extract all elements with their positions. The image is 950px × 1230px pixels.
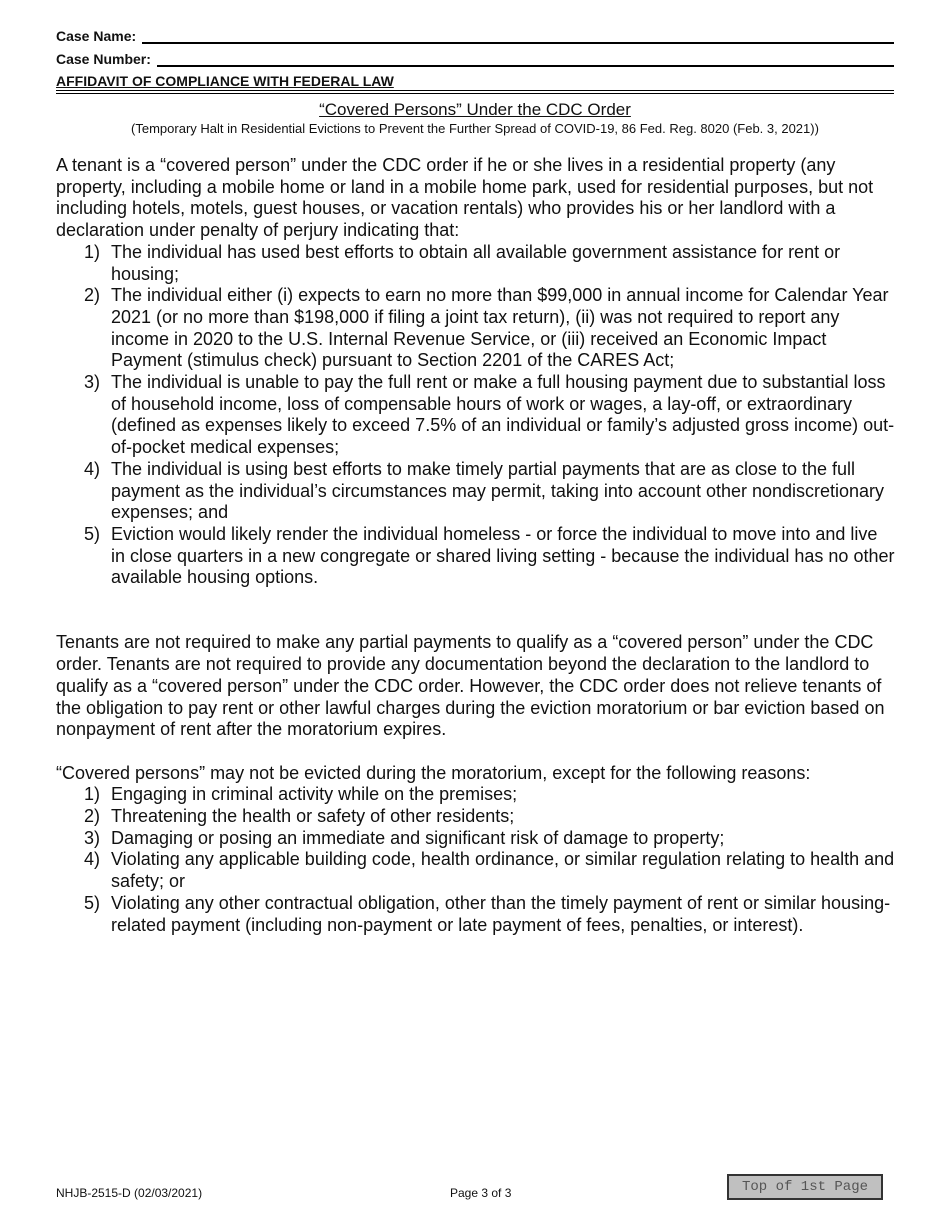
- form-id: NHJB-2515-D (02/03/2021): [56, 1186, 203, 1200]
- item-text: Eviction would likely render the individual homeless - or force the individual to move into and live in close quarters in a new congregate or shared living setting - because the individual has no other available housing options.: [111, 523, 895, 588]
- intro-paragraph: A tenant is a “covered person” under the CDC order if he or she lives in a residential property (any property, including a mobile home or land in a mobile home park, used for residential purposes, but not including hotels, motels, guest houses, or vacation rentals) who provides his or her landlord with a declaration under penalty of perjury indicating that:: [56, 155, 874, 241]
- item-text: The individual is using best efforts to make timely partial payments that are as close to the full payment as the individual’s circumstances may permit, taking into account other nondiscretionary expenses; and: [111, 458, 885, 523]
- form-title: [56, 73, 894, 94]
- exceptions-list: [56, 784, 896, 936]
- list-item: [84, 828, 896, 850]
- case-name-row: [56, 28, 894, 44]
- item-number: 4): [84, 849, 101, 870]
- form-title-text: AFFIDAVIT OF COMPLIANCE WITH FEDERAL LAW: [56, 73, 394, 89]
- item-text: Threatening the health or safety of other residents;: [111, 806, 515, 827]
- partial-payments-paragraph: Tenants are not required to make any partial payments to qualify as a “covered person” under the CDC order. Tenants are not required to provide any documentation beyond the declaration to the landlord to qualify as a “covered person” under the CDC order. However, the CDC order does not relieve tenants of the obligation to pay rent or other lawful charges during the eviction moratorium or bar eviction based on nonpayment of rent after the moratorium expires.: [56, 632, 885, 740]
- item-number: 5): [84, 892, 101, 913]
- case-number-row: [56, 51, 894, 67]
- case-number-field[interactable]: [157, 53, 894, 67]
- criteria-list: [56, 242, 896, 589]
- item-number: 2): [84, 806, 101, 827]
- case-name-field[interactable]: [142, 30, 894, 44]
- document-body: [56, 155, 896, 936]
- item-number: 5): [84, 523, 101, 544]
- list-item: [84, 372, 896, 459]
- item-number: 3): [84, 372, 101, 393]
- item-text: Damaging or posing an immediate and significant risk of damage to property;: [111, 827, 725, 848]
- item-text: The individual has used best efforts to obtain all available government assistance for rent or housing;: [111, 241, 841, 284]
- item-number: 2): [84, 285, 101, 306]
- list-item: [84, 893, 896, 936]
- page-number: Page 3 of 3: [450, 1186, 512, 1200]
- list-item: [84, 806, 896, 828]
- list-item: [84, 459, 896, 524]
- list-item: [84, 784, 896, 806]
- case-name-label: Case Name:: [56, 28, 137, 44]
- item-text: Engaging in criminal activity while on the premises;: [111, 784, 518, 805]
- item-number: 1): [84, 241, 101, 262]
- item-text: Violating any other contractual obligation, other than the timely payment of rent or similar housing-related payment (including non-payment or late payment of fees, penalties, or interest).: [111, 892, 891, 935]
- item-text: The individual either (i) expects to earn no more than $99,000 in annual income for Calendar Year 2021 (or no more than $198,000 if filing a joint tax return), (ii) was not required to report any income in 2020 to the U.S. Internal Revenue Service, or (iii) received an Economic Impact Payment (stimulus check) pursuant to Section 2201 of the CARES Act;: [111, 285, 889, 371]
- item-text: The individual is unable to pay the full rent or make a full housing payment due to substantial loss of household income, loss of compensable hours of work or wages, a lay-off, or extraordinary (defined as expenses likely to exceed 7.5% of an individual or family’s adjusted gross income) out-of-pocket medical expenses;: [111, 372, 895, 458]
- section-subtitle: (Temporary Halt in Residential Evictions to Prevent the Further Spread of COVID-19, 86 Fed. Reg. 8020 (Feb. 3, 2021)): [131, 121, 819, 136]
- list-item: [84, 524, 896, 589]
- section-title: “Covered Persons” Under the CDC Order: [319, 100, 631, 119]
- exceptions-intro: “Covered persons” may not be evicted during the moratorium, except for the following reasons:: [56, 762, 811, 783]
- top-of-first-page-button[interactable]: Top of 1st Page: [727, 1174, 883, 1200]
- item-text: Violating any applicable building code, health ordinance, or similar regulation relating to health and safety; or: [111, 849, 895, 892]
- item-number: 1): [84, 784, 101, 805]
- item-number: 3): [84, 827, 101, 848]
- list-item: [84, 849, 896, 892]
- list-item: [84, 285, 896, 372]
- item-number: 4): [84, 458, 101, 479]
- case-number-label: Case Number:: [56, 51, 151, 67]
- list-item: [84, 242, 896, 285]
